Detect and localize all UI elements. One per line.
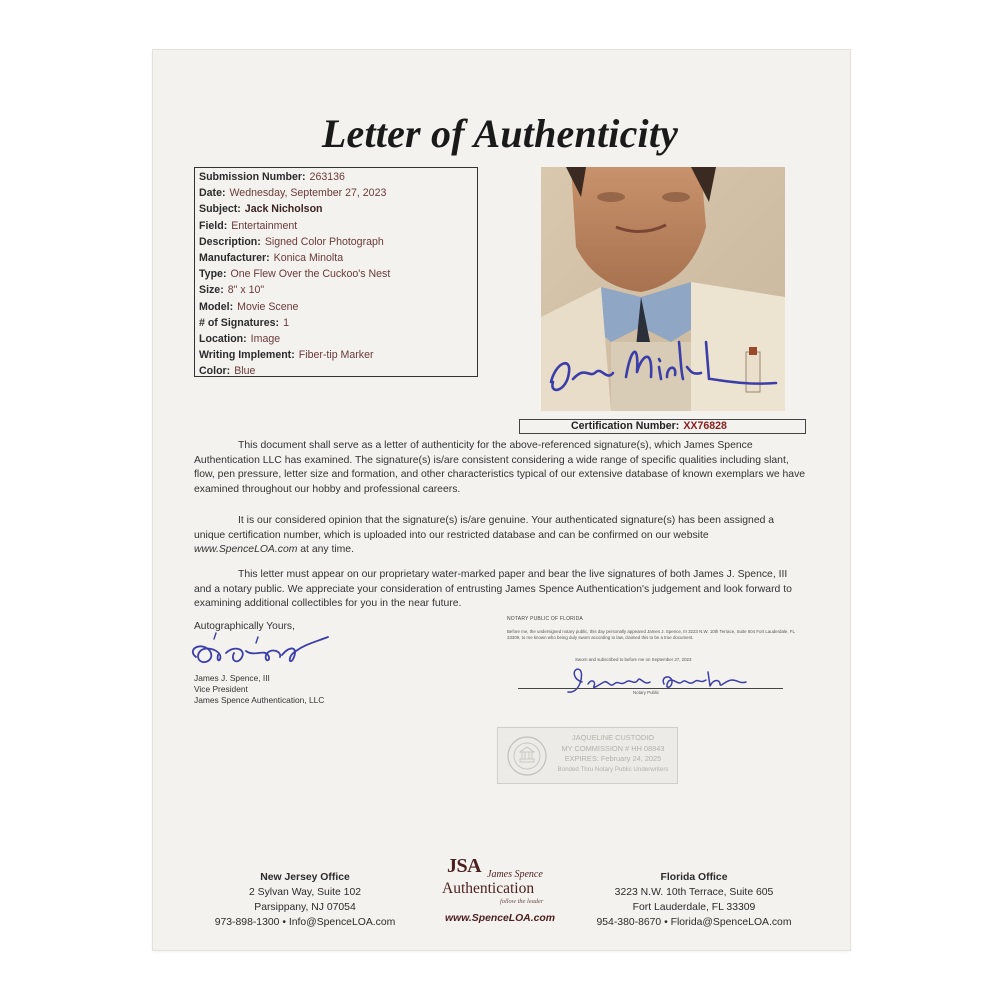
- notary-heading: NOTARY PUBLIC OF FLORIDA: [507, 616, 583, 622]
- website-inline-link[interactable]: www.SpenceLOA.com: [194, 544, 298, 555]
- detail-value: Fiber-tip Marker: [298, 349, 374, 362]
- new-jersey-office: [194, 870, 416, 930]
- office-address-2: Fort Lauderdale, FL 33309: [632, 902, 756, 913]
- detail-label: Size:: [199, 284, 224, 297]
- signatory-role: Vice President: [194, 683, 248, 694]
- detail-label: Description:: [199, 235, 261, 248]
- detail-label: Submission Number:: [199, 171, 306, 183]
- logo-abbreviation: JSA: [447, 855, 482, 877]
- detail-row: [199, 299, 473, 315]
- detail-row: [199, 201, 473, 217]
- notary-sworn-date: Sworn and subscribed to before me on September 27, 2023: [575, 657, 692, 662]
- detail-row: [199, 331, 473, 347]
- certification-label: Certification Number:: [571, 420, 680, 432]
- logo-name: James Spence: [487, 869, 543, 880]
- detail-value: One Flew Over the Cuckoo's Nest: [230, 268, 391, 281]
- detail-row: [199, 250, 473, 266]
- detail-label: Type:: [199, 268, 227, 281]
- notary-statement: Before me, the undersigned notary public, this day personally appeared James J. Spence, III 3223 N.W. 10th Terrace, Suite 604 Fort Lauderdale, FL 33309, to me known who being duly sworn according to law, claimed this to be a true document.: [507, 629, 795, 640]
- office-address-1: 2 Sylvan Way, Suite 102: [248, 887, 362, 898]
- spence-signature: [186, 627, 336, 673]
- detail-label: Field:: [199, 219, 228, 232]
- detail-value: 8" x 10": [227, 284, 265, 297]
- stamp-text: [550, 733, 676, 775]
- florida-office: [583, 870, 805, 930]
- office-address-2: Parsippany, NJ 07054: [254, 902, 356, 913]
- detail-value: 1: [283, 316, 289, 329]
- detail-label: Location:: [199, 332, 247, 345]
- opinion-paragraph: [194, 514, 806, 558]
- detail-value: Blue: [234, 365, 256, 378]
- detail-value: Wednesday, September 27, 2023: [229, 187, 387, 200]
- detail-value: Konica Minolta: [273, 251, 344, 264]
- office-contact: 954-380-8670 • Florida@SpenceLOA.com: [596, 917, 792, 928]
- detail-value: Signed Color Photograph: [264, 235, 384, 248]
- detail-row: [199, 363, 473, 379]
- signatory-block: [194, 673, 324, 705]
- signatory-company: James Spence Authentication, LLC: [194, 694, 325, 705]
- document-title: Letter of Authenticity: [321, 111, 679, 156]
- signatory-name: James J. Spence, III: [194, 673, 270, 683]
- stamp-line: Bonded Thru Notary Public Underwriters: [557, 765, 669, 773]
- detail-row: [199, 282, 473, 298]
- detail-value: 263136: [309, 171, 345, 183]
- detail-value: Movie Scene: [237, 300, 299, 313]
- stamp-line: EXPIRES: February 24, 2025: [564, 754, 662, 764]
- logo-wordmark: Authentication: [442, 880, 535, 897]
- detail-label: Manufacturer:: [199, 251, 270, 264]
- office-heading: Florida Office: [660, 872, 728, 883]
- detail-value: Entertainment: [231, 219, 298, 232]
- notary-signature-line: [518, 688, 783, 689]
- detail-label: Date:: [199, 187, 226, 200]
- certification-number: XX76828: [683, 420, 727, 432]
- stamp-line: MY COMMISSION # HH 08843: [561, 743, 665, 753]
- detail-row: [199, 185, 473, 201]
- logo-tagline: follow the leader: [500, 898, 544, 905]
- opinion-text: It is our considered opinion that the signature(s) is/are genuine. Your authenticated signature(s) has been assigned a unique certification number, which is uploaded into our restricted database and can be confirmed on our website: [194, 515, 775, 541]
- office-heading: New Jersey Office: [260, 872, 350, 883]
- office-contact: 973-898-1300 • Info@SpenceLOA.com: [214, 917, 396, 928]
- detail-value: Jack Nicholson: [244, 203, 323, 216]
- notary-seal-icon: [506, 735, 548, 777]
- detail-label: Writing Implement:: [199, 349, 295, 362]
- detail-row: [199, 347, 473, 363]
- office-address-1: 3223 N.W. 10th Terrace, Suite 605: [614, 887, 774, 898]
- opinion-tail: at any time.: [297, 544, 354, 555]
- certification-number-box: [519, 419, 806, 434]
- detail-label: # of Signatures:: [199, 316, 280, 329]
- detail-label: Color:: [199, 365, 231, 378]
- detail-value: Image: [250, 332, 281, 345]
- detail-label: Subject:: [199, 203, 241, 216]
- notary-stamp: [497, 727, 678, 784]
- detail-row: [199, 234, 473, 250]
- closing-text: Autographically Yours,: [194, 621, 295, 632]
- notary-public-label: Notary Public: [633, 690, 660, 695]
- authenticity-paragraph: This document shall serve as a letter of authenticity for the above-referenced signature(s), which James Spence Authentication LLC has examined. The signature(s) is/are consistent considering a wide range of specific qualities including slant, flow, pen pressure, letter size and formation, and other characteristics typical of our extensive database of known exemplars we have examined throughout our hobby and professional careers.: [194, 440, 806, 495]
- watermark-paragraph: This letter must appear on our proprietary water-marked paper and bear the live signatures of both James J. Spence, III and a notary public. We appreciate your consideration of entrusting James Spence Authentication's judgement and look forward to examining additional collectibles for you in the near future.: [194, 569, 792, 609]
- detail-row: [199, 169, 473, 185]
- detail-label: Model:: [199, 300, 234, 313]
- signed-photograph: [541, 167, 785, 411]
- detail-row: [199, 315, 473, 331]
- detail-row: [199, 218, 473, 234]
- details-table: [194, 167, 478, 377]
- detail-row: [199, 266, 473, 282]
- stamp-line: JAQUELINE CUSTODIO: [572, 733, 654, 742]
- website-link[interactable]: www.SpenceLOA.com: [445, 913, 555, 924]
